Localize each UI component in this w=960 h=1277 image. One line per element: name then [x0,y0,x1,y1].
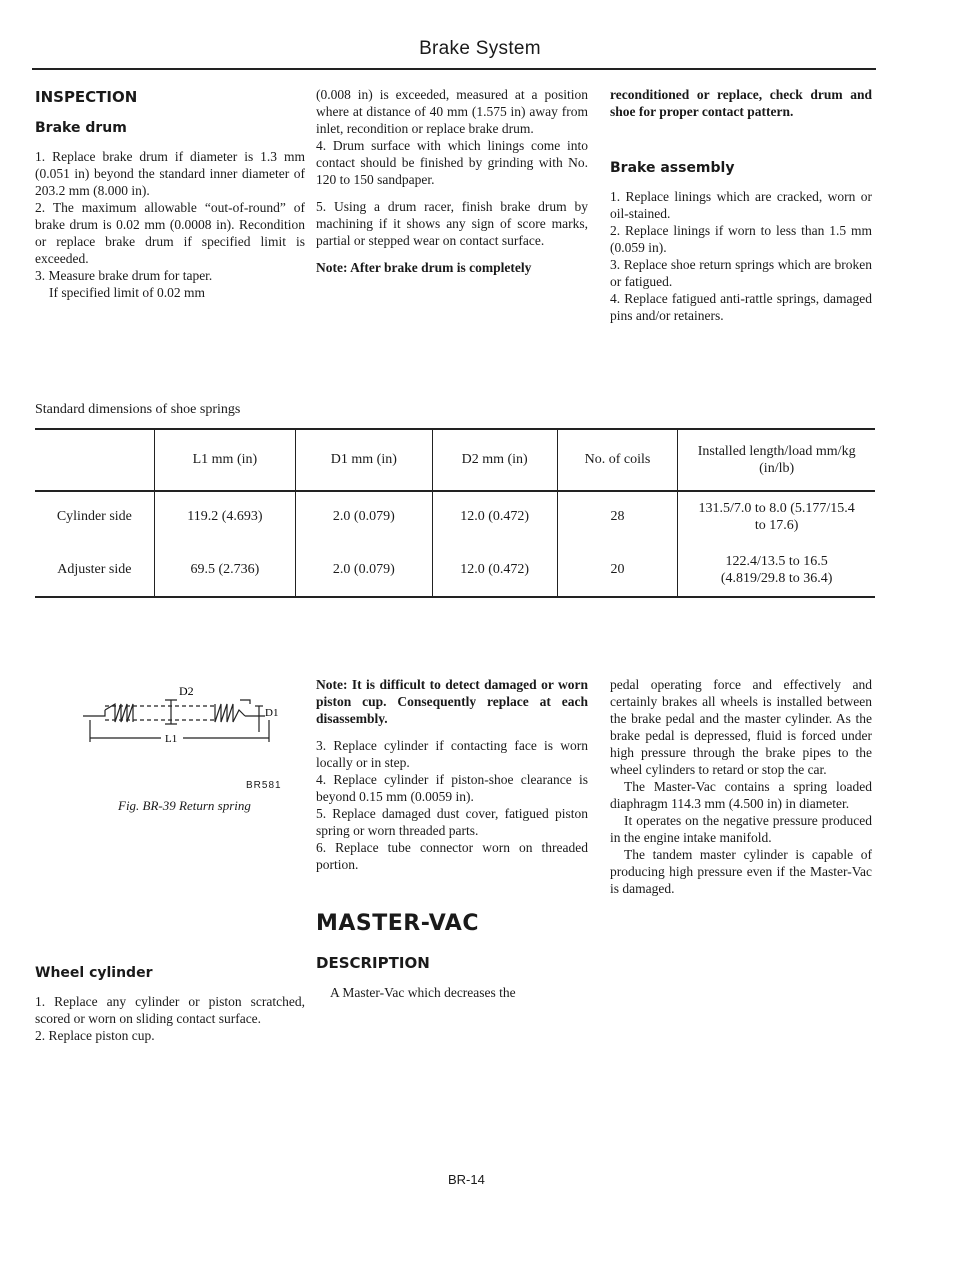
return-spring-diagram [75,670,295,750]
inspection-heading: INSPECTION [35,88,138,106]
table-header-cell: L1 mm (in) [154,430,295,490]
list-item: 4. Drum surface with which linings come into contact should be finished by grinding with No. 120 to 150 sandpaper. [316,138,588,187]
list-item: 3. Replace cylinder if contacting face is worn locally or in step. [316,738,588,770]
piston-cup-note: Note: It is difficult to detect damaged or worn piston cup. Consequently replace at each disassembly. [316,677,588,726]
master-vac-text [610,676,872,897]
page-header: Brake System [419,38,541,59]
d1-label: D1 [265,707,279,719]
column-2 [316,86,588,276]
table-cell: Cylinder side [56,509,132,524]
master-vac-heading: MASTER-VAC [316,911,479,936]
table-cell: Adjuster side [57,562,132,577]
column-1 [35,88,305,301]
description-text: A Master-Vac which decreases the [330,985,516,1000]
table-cell: 69.5 (2.736) [154,542,295,598]
list-item: 4. Replace cylinder if piston-shoe clearance is beyond 0.15 mm (0.0059 in). [316,772,588,804]
brake-assembly-text [610,188,872,324]
brake-drum-heading: Brake drum [35,120,127,136]
wheel-cylinder-heading: Wheel cylinder [35,965,153,981]
table-header-cell: D2 mm (in) [432,430,557,490]
paragraph: The Master-Vac contains a spring loaded diaphragm 114.3 mm (4.500 in) in diameter. [610,779,872,811]
table-cell: 2.0 (0.079) [296,542,433,598]
wheel-cylinder-section [35,965,305,1044]
table-cell: 12.0 (0.472) [432,542,557,598]
paragraph: The tandem master cylinder is capable of producing high pressure even if the Master-Vac is damaged. [610,847,872,896]
table-row [35,492,875,542]
brake-assembly-heading: Brake assembly [610,160,735,176]
table-bottom-rule [35,596,875,598]
column-3 [610,86,872,324]
return-spring-figure [75,670,295,750]
table-header-cell [35,430,154,490]
list-item: 6. Replace tube connector worn on threaded portion. [316,840,588,872]
brake-drum-text [35,148,305,301]
list-item: 1. Replace any cylinder or piston scratched, scored or worn on sliding contact surface. [35,994,305,1026]
list-item: 2. Replace piston cup. [35,1028,155,1043]
list-item: 3. Measure brake drum for taper. [35,268,213,283]
list-item: (0.008 in) is exceeded, measured at a position where at distance of 40 mm (1.575 in) away from inlet, recondition or replace brake drum. [316,87,588,136]
middle-lower-column [316,676,588,1001]
table-cell: 12.0 (0.472) [432,492,557,542]
table-cell: 20 [557,542,678,598]
header-rule [32,68,876,70]
wheel-cylinder-text [35,993,305,1044]
list-item: 3. Replace shoe return springs which are broken or fatigued. [610,257,872,289]
page-number: BR-14 [448,1172,485,1187]
description-heading: DESCRIPTION [316,954,430,972]
table-cell: 2.0 (0.079) [296,492,433,542]
table-cell: 28 [557,492,678,542]
wheel-cylinder-items [316,737,588,873]
list-item: 2. Replace linings if worn to less than 1.5 mm (0.059 in). [610,223,872,255]
table-cell: 122.4/13.5 to 16.5 (4.819/29.8 to 36.4) [678,542,875,598]
spec-table [35,430,875,598]
list-item: 4. Replace fatigued anti-rattle springs, damaged pins and/or retainers. [610,291,872,323]
table-header-row [35,430,875,490]
table-cell: 119.2 (4.693) [154,492,295,542]
note-continuation: reconditioned or replace, check drum and shoe for proper contact pattern. [610,87,872,119]
figure-caption: Fig. BR-39 Return spring [118,798,251,813]
table-header-cell: D1 mm (in) [296,430,433,490]
note-text: Note: After brake drum is completely [316,260,532,275]
d2-label: D2 [179,684,194,698]
list-item: 2. The maximum allowable “out-of-round” of brake drum is 0.02 mm (0.0008 in). Recondition or replace brake drum if specified limit is exceeded. [35,200,305,266]
table-cell: 131.5/7.0 to 8.0 (5.177/15.4 to 17.6) [678,492,875,542]
paragraph: It operates on the negative pressure produced in the engine intake manifold. [610,813,872,845]
table-header-cell: No. of coils [557,430,678,490]
list-item: 5. Using a drum racer, finish brake drum by machining if it shows any sign of score marks, partial or stepped wear on contact surface. [316,199,588,248]
table-row [35,542,875,598]
table-header-cell: Installed length/load mm/kg (in/lb) [678,430,875,490]
figure-code: BR581 [246,780,282,791]
paragraph: pedal operating force and effectively and certainly brakes all wheels is installed between the brake pedal and the master cylinder. As the brake pedal is depressed, fluid is forced under high pressure through the brake pipes to the wheel cylinders to retard or stop the car. [610,677,872,777]
list-item: 5. Replace damaged dust cover, fatigued piston spring or worn threaded parts. [316,806,588,838]
list-item: If specified limit of 0.02 mm [49,285,205,300]
column-2-text [316,86,588,276]
l1-label: L1 [165,733,178,745]
list-item: 1. Replace brake drum if diameter is 1.3 mm (0.051 in) beyond the standard inner diameter of 203.2 mm (8.000 in). [35,149,305,198]
table-caption: Standard dimensions of shoe springs [35,402,241,417]
list-item: 1. Replace linings which are cracked, worn or oil-stained. [610,189,872,221]
right-lower-column [610,676,872,897]
